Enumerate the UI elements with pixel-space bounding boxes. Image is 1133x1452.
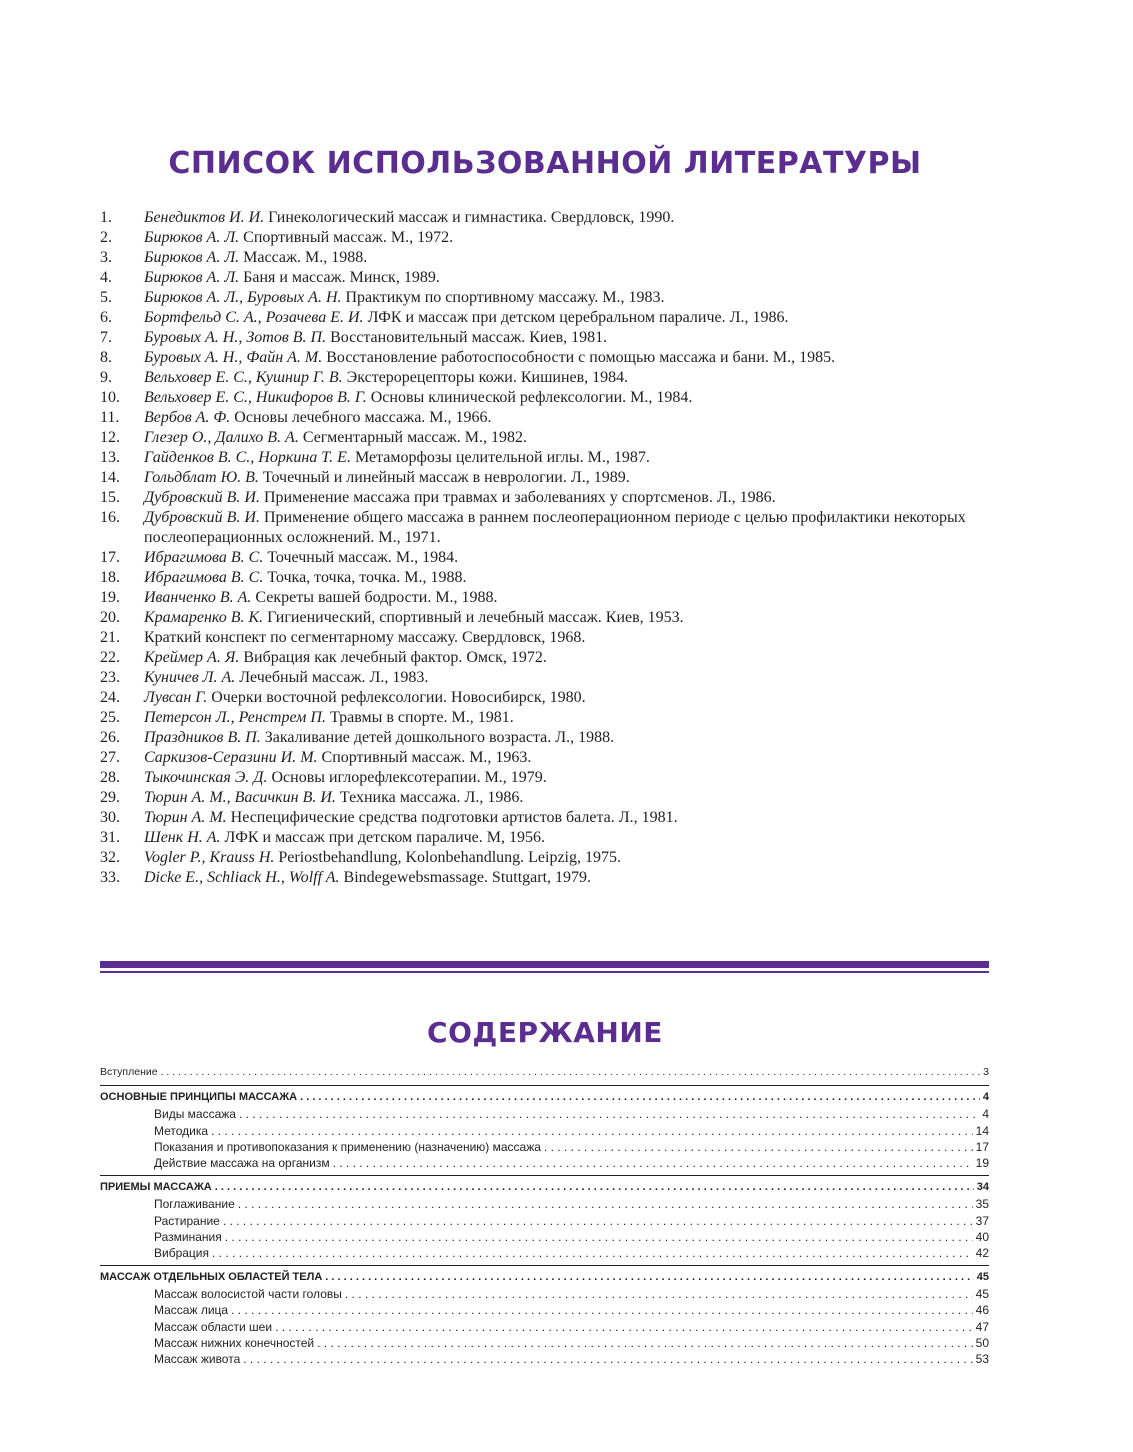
- reference-item: [100, 428, 1000, 448]
- reference-item: [100, 388, 1000, 408]
- reference-text: Вибрация как лечебный фактор. Омск, 1972.: [239, 649, 547, 666]
- reference-author: Бортфельд С. А., Розачева Е. И.: [144, 309, 364, 326]
- reference-text: Очерки восточной рефлексологии. Новосибирск, 1980.: [207, 689, 586, 706]
- reference-text: Спортивный массаж. М., 1963.: [317, 749, 532, 766]
- reference-number: 1.: [100, 209, 112, 226]
- reference-text: Лечебный массаж. Л., 1983.: [235, 669, 429, 686]
- reference-text: Краткий конспект по сегментарному массажу. Свердловск, 1968.: [144, 629, 586, 646]
- reference-text: Точечный и линейный массаж в неврологии. Л., 1989.: [258, 469, 630, 486]
- reference-number: 5.: [100, 289, 112, 306]
- toc-entry[interactable]: [100, 1107, 989, 1123]
- reference-text: Применение общего массажа в раннем послеоперационном периоде с целью профилактики некоторых послеоперационных осложнений. М., 1971.: [144, 509, 966, 546]
- reference-author: Дубровский В. И.: [144, 509, 260, 526]
- toc-leader-dots: [325, 1271, 973, 1283]
- reference-number: 32.: [100, 849, 120, 866]
- reference-text: Спортивный массаж. М., 1972.: [239, 229, 454, 246]
- toc-entry[interactable]: [100, 1320, 989, 1336]
- toc-entry[interactable]: [100, 1336, 989, 1352]
- toc-leader-dots: [345, 1287, 973, 1301]
- reference-item: [100, 288, 1000, 308]
- reference-author: Глезер О., Далихо В. А.: [144, 429, 299, 446]
- reference-item: [100, 848, 1000, 868]
- reference-number: 12.: [100, 429, 120, 446]
- reference-number: 30.: [100, 809, 120, 826]
- reference-author: Лувсан Г.: [144, 689, 208, 706]
- reference-number: 20.: [100, 609, 120, 626]
- reference-number: 19.: [100, 589, 120, 606]
- reference-item: [100, 248, 1000, 268]
- reference-author: Буровых А. Н., Зотов В. П.: [144, 329, 327, 346]
- section-divider: [100, 961, 989, 973]
- toc-entry[interactable]: [100, 1124, 989, 1140]
- toc-entry-intro[interactable]: [100, 1066, 989, 1082]
- reference-author: Тыкочинская Э. Д.: [144, 769, 268, 786]
- reference-author: Ибрагимова В. С.: [144, 549, 264, 566]
- contents-title: СОДЕРЖАНИЕ: [427, 1016, 663, 1049]
- reference-item: [100, 648, 1000, 668]
- toc-section[interactable]: [100, 1181, 989, 1197]
- toc-label: Массаж нижних конечностей: [154, 1335, 315, 1350]
- toc-leader-dots: [212, 1246, 973, 1260]
- reference-item: [100, 368, 1000, 388]
- toc-page-number: 45: [976, 1271, 989, 1284]
- reference-author: Иванченко В. А.: [144, 589, 252, 606]
- reference-number: 21.: [100, 629, 120, 646]
- toc-separator: [100, 1175, 989, 1176]
- toc-label: Вступление: [100, 1066, 158, 1078]
- reference-item: [100, 448, 1000, 468]
- reference-text: ЛФК и массаж при детском церебральном параличе. Л., 1986.: [363, 309, 789, 326]
- divider-thin-line: [100, 971, 989, 973]
- toc-label: Массаж волосистой части головы: [154, 1287, 342, 1302]
- reference-text: Секреты вашей бодрости. М., 1988.: [251, 589, 498, 606]
- reference-item: [100, 828, 1000, 848]
- reference-number: 26.: [100, 729, 120, 746]
- toc-section[interactable]: [100, 1091, 989, 1107]
- reference-number: 27.: [100, 749, 120, 766]
- reference-item: [100, 788, 1000, 808]
- toc-leader-dots: [225, 1230, 973, 1244]
- toc-leader-dots: [544, 1140, 973, 1154]
- reference-item: [100, 668, 1000, 688]
- toc-leader-dots: [215, 1181, 974, 1193]
- toc-label: Показания и противопоказания к применению (назначению) массажа: [154, 1139, 541, 1154]
- reference-text: Баня и массаж. Минск, 1989.: [239, 269, 440, 286]
- toc-label: Действие массажа на организм: [154, 1155, 330, 1170]
- reference-text: Применение массажа при травмах и заболеваниях у спортсменов. Л., 1986.: [259, 489, 776, 506]
- reference-author: Бирюков А. Л., Буровых А. Н.: [144, 289, 342, 306]
- reference-text: Восстановительный массаж. Киев, 1981.: [326, 329, 608, 346]
- toc-page-number: 46: [975, 1303, 989, 1318]
- reference-author: Петерсон Л., Ренстрем П.: [144, 709, 326, 726]
- toc-leader-dots: [161, 1066, 981, 1078]
- reference-number: 25.: [100, 709, 120, 726]
- reference-number: 10.: [100, 389, 120, 406]
- reference-author: Дубровский В. И.: [144, 489, 260, 506]
- reference-author: Шенк Н. А.: [144, 829, 221, 846]
- reference-item: [100, 808, 1000, 828]
- references-title: СПИСОК ИСПОЛЬЗОВАННОЙ ЛИТЕРАТУРЫ: [168, 146, 922, 181]
- toc-section-label: МАССАЖ ОТДЕЛЬНЫХ ОБЛАСТЕЙ ТЕЛА: [100, 1271, 323, 1284]
- reference-item: [100, 548, 1000, 568]
- toc-entry[interactable]: [100, 1140, 989, 1156]
- reference-text: Точка, точка, точка. М., 1988.: [263, 569, 467, 586]
- reference-item: [100, 628, 1000, 648]
- toc-entry[interactable]: [100, 1246, 989, 1262]
- reference-text: Гигиенический, спортивный и лечебный массаж. Киев, 1953.: [263, 609, 684, 626]
- reference-number: 2.: [100, 229, 112, 246]
- reference-text: Основы клинической рефлексологии. М., 1984.: [366, 389, 693, 406]
- reference-item: [100, 208, 1000, 228]
- reference-number: 17.: [100, 549, 120, 566]
- toc-leader-dots: [243, 1352, 972, 1366]
- toc-entry[interactable]: [100, 1197, 989, 1213]
- reference-author: Vogler P., Krauss H.: [144, 849, 275, 866]
- reference-text: Основы лечебного массажа. М., 1966.: [230, 409, 492, 426]
- reference-item: [100, 568, 1000, 588]
- toc-separator: [100, 1265, 989, 1266]
- references-list: [100, 208, 1000, 888]
- toc-leader-dots: [333, 1156, 973, 1170]
- reference-text: ЛФК и массаж при детском параличе. М, 1956.: [220, 829, 545, 846]
- toc-label: Разминания: [154, 1229, 222, 1244]
- toc-separator: [100, 1085, 989, 1086]
- reference-author: Крамаренко В. К.: [144, 609, 264, 626]
- reference-number: 16.: [100, 509, 120, 526]
- reference-item: [100, 488, 1000, 508]
- toc-page-number: 3: [983, 1066, 989, 1078]
- reference-author: Бирюков А. Л.: [144, 229, 240, 246]
- reference-author: Гайденков В. С., Норкина Т. Е.: [144, 449, 351, 466]
- reference-text: Закаливание детей дошкольного возраста. Л., 1988.: [260, 729, 615, 746]
- reference-text: Гинекологический массаж и гимнастика. Свердловск, 1990.: [264, 209, 675, 226]
- reference-text: Неспецифические средства подготовки артистов балета. Л., 1981.: [226, 809, 678, 826]
- reference-text: Экстерорецепторы кожи. Кишинев, 1984.: [342, 369, 629, 386]
- reference-text: Точечный массаж. М., 1984.: [263, 549, 459, 566]
- toc-label: Массаж области шеи: [154, 1319, 273, 1334]
- reference-number: 7.: [100, 329, 112, 346]
- toc-page-number: 35: [975, 1197, 989, 1212]
- reference-text: Травмы в спорте. М., 1981.: [325, 709, 514, 726]
- toc-page-number: 14: [975, 1123, 989, 1138]
- toc-leader-dots: [231, 1303, 973, 1317]
- reference-item: [100, 408, 1000, 428]
- reference-author: Гольдблат Ю. В.: [144, 469, 259, 486]
- reference-item: [100, 708, 1000, 728]
- reference-text: Сегментарный массаж. М., 1982.: [298, 429, 527, 446]
- reference-author: Праздников В. П.: [144, 729, 261, 746]
- toc-entry[interactable]: [100, 1352, 989, 1368]
- toc-leader-dots: [317, 1336, 973, 1350]
- toc-label: Массаж живота: [154, 1352, 241, 1366]
- reference-author: Вельховер Е. С., Никифоров В. Г.: [144, 389, 367, 406]
- reference-author: Dicke E., Schliack H., Wolff A.: [144, 869, 340, 886]
- reference-number: 33.: [100, 869, 120, 886]
- reference-number: 14.: [100, 469, 120, 486]
- reference-item: [100, 508, 1000, 548]
- reference-item: [100, 268, 1000, 288]
- toc-page-number: 4: [982, 1107, 989, 1122]
- toc-page-number: 17: [975, 1139, 989, 1154]
- reference-number: 6.: [100, 309, 112, 326]
- toc-page-number: 4: [982, 1091, 989, 1104]
- reference-author: Саркизов-Серазини И. М.: [144, 749, 318, 766]
- reference-author: Тюрин А. М.: [144, 809, 227, 826]
- toc-leader-dots: [223, 1214, 973, 1228]
- toc-label: Методика: [154, 1123, 209, 1138]
- reference-author: Креймер А. Я.: [144, 649, 240, 666]
- reference-author: Ибрагимова В. С.: [144, 569, 264, 586]
- reference-author: Куничев Л. А.: [144, 669, 236, 686]
- reference-number: 11.: [100, 409, 120, 426]
- reference-item: [100, 608, 1000, 628]
- reference-author: Бенедиктов И. И.: [144, 209, 265, 226]
- reference-number: 24.: [100, 689, 120, 706]
- toc-entry[interactable]: [100, 1287, 989, 1303]
- reference-item: [100, 308, 1000, 328]
- reference-item: [100, 328, 1000, 348]
- reference-item: [100, 468, 1000, 488]
- reference-number: 23.: [100, 669, 120, 686]
- toc-page-number: 37: [975, 1213, 989, 1228]
- toc-label: Поглаживание: [154, 1197, 235, 1212]
- reference-number: 9.: [100, 369, 112, 386]
- toc-label: Виды массажа: [154, 1107, 236, 1122]
- reference-number: 8.: [100, 349, 112, 366]
- reference-item: [100, 228, 1000, 248]
- reference-author: Буровых А. Н., Файн А. М.: [144, 349, 323, 366]
- reference-author: Вельховер Е. С., Кушнир Г. В.: [144, 369, 343, 386]
- toc-leader-dots: [275, 1320, 973, 1334]
- reference-number: 22.: [100, 649, 120, 666]
- toc-section-label: ОСНОВНЫЕ ПРИНЦИПЫ МАССАЖА: [100, 1091, 298, 1104]
- reference-item: [100, 728, 1000, 748]
- toc-page-number: 34: [976, 1181, 989, 1194]
- reference-text: Массаж. М., 1988.: [239, 249, 368, 266]
- reference-item: [100, 868, 1000, 888]
- reference-text: Восстановление работоспособности с помощью массажа и бани. М., 1985.: [322, 349, 836, 366]
- toc-section-label: ПРИЕМЫ МАССАЖА: [100, 1181, 212, 1194]
- reference-item: [100, 748, 1000, 768]
- toc-section[interactable]: [100, 1271, 989, 1287]
- reference-text: Periostbehandlung, Kolonbehandlung. Leipzig, 1975.: [274, 849, 621, 866]
- toc-label: Растирание: [154, 1213, 220, 1228]
- reference-item: [100, 688, 1000, 708]
- reference-author: Вербов А. Ф.: [144, 409, 231, 426]
- reference-number: 13.: [100, 449, 120, 466]
- reference-text: Bindegewebsmassage. Stuttgart, 1979.: [339, 869, 592, 886]
- table-of-contents: [100, 1066, 989, 1368]
- toc-page-number: 50: [975, 1335, 989, 1350]
- reference-number: 18.: [100, 569, 120, 586]
- reference-item: [100, 348, 1000, 368]
- toc-leader-dots: [239, 1107, 979, 1121]
- reference-text: Практикум по спортивному массажу. М., 1983.: [341, 289, 665, 306]
- divider-thick-line: [100, 961, 989, 968]
- toc-page-number: 47: [975, 1319, 989, 1334]
- toc-entry[interactable]: [100, 1214, 989, 1230]
- toc-entry[interactable]: [100, 1303, 989, 1319]
- toc-label: Вибрация: [154, 1245, 210, 1260]
- reference-number: 3.: [100, 249, 112, 266]
- reference-author: Бирюков А. Л.: [144, 249, 240, 266]
- toc-page-number: 42: [975, 1245, 989, 1260]
- reference-number: 15.: [100, 489, 120, 506]
- toc-label: Массаж лица: [154, 1303, 229, 1318]
- reference-number: 31.: [100, 829, 120, 846]
- toc-leader-dots: [300, 1091, 980, 1103]
- reference-text: Метаморфозы целительной иглы. М., 1987.: [350, 449, 650, 466]
- toc-page-number: 53: [975, 1352, 989, 1366]
- reference-number: 29.: [100, 789, 120, 806]
- reference-number: 28.: [100, 769, 120, 786]
- reference-item: [100, 768, 1000, 788]
- toc-leader-dots: [211, 1124, 973, 1138]
- toc-entry[interactable]: [100, 1230, 989, 1246]
- reference-author: Тюрин А. М., Васичкин В. И.: [144, 789, 336, 806]
- reference-text: Основы иглорефлексотерапии. М., 1979.: [267, 769, 547, 786]
- reference-author: Бирюков А. Л.: [144, 269, 240, 286]
- toc-page-number: 40: [975, 1229, 989, 1244]
- reference-text: Техника массажа. Л., 1986.: [335, 789, 524, 806]
- toc-page-number: 45: [975, 1287, 989, 1302]
- toc-page-number: 19: [975, 1155, 989, 1170]
- toc-entry[interactable]: [100, 1156, 989, 1172]
- reference-item: [100, 588, 1000, 608]
- reference-number: 4.: [100, 269, 112, 286]
- toc-leader-dots: [238, 1197, 973, 1211]
